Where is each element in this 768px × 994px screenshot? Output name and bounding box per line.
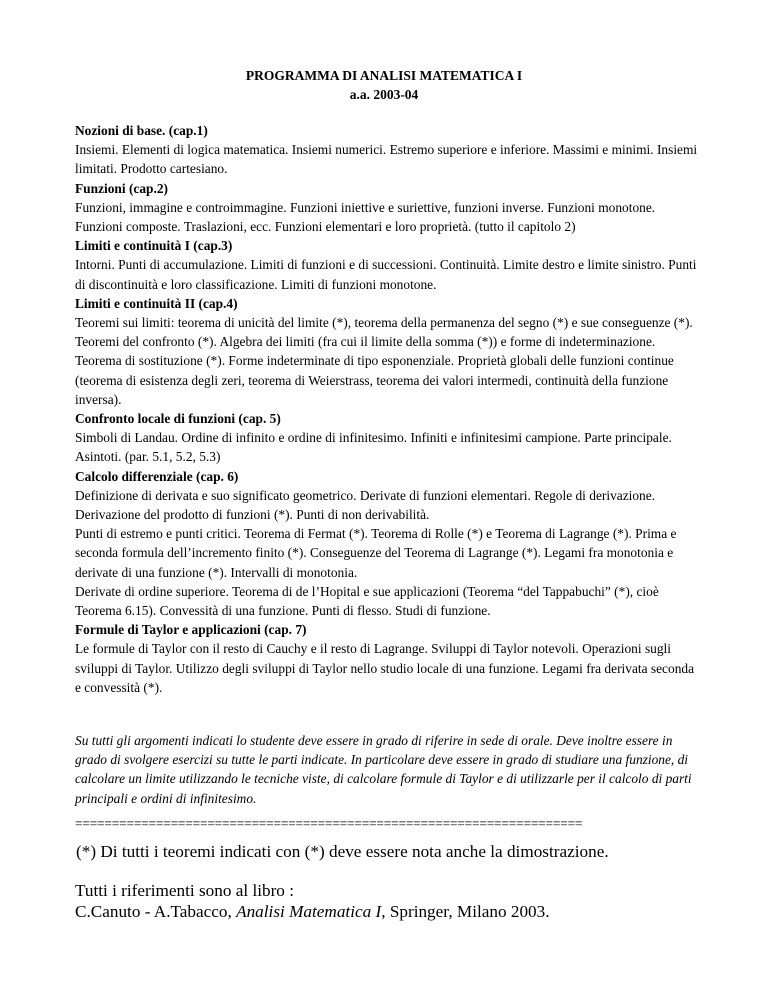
academic-year: a.a. 2003-04 bbox=[349, 87, 419, 102]
section-text: Derivate di ordine superiore. Teorema di de l’Hopital e sue applicazioni (Teorema “del Tappabuchi” (*), cioè Teorema 6.15). Convessità di una funzione. Punti di flesso. Studi di funzione. bbox=[75, 583, 659, 619]
section-text: Le formule di Taylor con il resto di Cauchy e il resto di Lagrange. Sviluppi di Taylor notevoli. Operazioni sugli sviluppi di Taylor. Utilizzo degli sviluppi di Taylor nello studio locale di una funzione. Legami fra derivata seconda e convessità (*). bbox=[75, 641, 695, 695]
separator-rule: ===================================================================== bbox=[75, 816, 583, 831]
references bbox=[75, 880, 715, 922]
book-reference bbox=[75, 901, 715, 922]
section-text: Funzioni, immagine e controimmagine. Funzioni iniettive e suriettive, funzioni inverse. Funzioni monotone. Funzioni composte. Traslazioni, ecc. Funzioni elementari e loro proprietà. (tutto il capitolo 2) bbox=[75, 199, 656, 235]
proof-note: (*) Di tutti i teoremi indicati con (*) deve essere nota anche la dimostrazione. bbox=[76, 842, 609, 861]
section-heading: Funzioni (cap.2) bbox=[75, 180, 168, 196]
section-text: Simboli di Landau. Ordine di infinito e ordine di infinitesimo. Infiniti e infinitesimi campione. Parte principale. Asintoti. (par. 5.1, 5.2, 5.3) bbox=[75, 430, 672, 465]
section-heading: Limiti e continuità I (cap.3) bbox=[75, 238, 233, 254]
section-text: Intorni. Punti di accumulazione. Limiti di funzioni e di successioni. Continuità. Limite destro e limite sinistro. Punti di discontinuità e loro classificazione. Limiti di funzioni monotone. bbox=[75, 257, 697, 292]
section-heading: Formule di Taylor e applicazioni (cap. 7) bbox=[75, 622, 307, 638]
document-title: PROGRAMMA DI ANALISI MATEMATICA I bbox=[245, 68, 523, 83]
syllabus-body bbox=[75, 121, 700, 697]
book-publisher: , Springer, Milano 2003. bbox=[381, 902, 550, 921]
book-authors: C.Canuto - A.Tabacco, bbox=[75, 902, 237, 921]
section-text: Punti di estremo e punti critici. Teorema di Fermat (*). Teorema di Rolle (*) e Teorema di Lagrange (*). Prima e seconda formula dell’incremento finito (*). Conseguenze del Teorema di Lagrange (*). Legami fra monotonia e derivate di una funzione (*). Intervalli di monotonia. bbox=[75, 526, 677, 580]
section-text: Insiemi. Elementi di logica matematica. Insiemi numerici. Estremo superiore e inferiore. Massimi e minimi. Insiemi limitati. Prodotto cartesiano. bbox=[75, 142, 698, 177]
book-title: Analisi Matematica I bbox=[236, 902, 382, 921]
references-intro: Tutti i riferimenti sono al libro : bbox=[75, 881, 294, 900]
section-heading: Calcolo differenziale (cap. 6) bbox=[75, 468, 239, 484]
section-text: Teoremi sui limiti: teorema di unicità del limite (*), teorema della permanenza del segno (*) e sue conseguenze (*). Teoremi del confronto (*). Algebra dei limiti (fra cui il limite della somma (*)) e forme di indeterminazione. Teorema di sostituzione (*). Forme indeterminate di tipo esponenziale. Proprietà globali delle funzioni continue (teorema di esistenza degli zeri, teorema di Weierstrass, teorema dei valori intermedi, continuità della funzione inversa). bbox=[75, 315, 693, 407]
section-heading: Limiti e continuità II (cap.4) bbox=[75, 295, 238, 311]
section-heading: Confronto locale di funzioni (cap. 5) bbox=[75, 411, 281, 427]
exam-note: Su tutti gli argomenti indicati lo studente deve essere in grado di riferire in sede di orale. Deve inoltre essere in grado di svolgere esercizi su tutte le parti indicate. In particolare deve essere in grado di studiare una funzione, di calcolare un limite utilizzando le tecniche viste, di calcolare formule di Taylor e di utilizzarle per il calcolo di parti principali e ordini di infinitesimo. bbox=[75, 733, 692, 806]
section-heading: Nozioni di base. (cap.1) bbox=[75, 123, 208, 138]
section-text: Definizione di derivata e suo significato geometrico. Derivate di funzioni elementari. Regole di derivazione. Derivazione del prodotto di funzioni (*). Punti di non derivabilità. bbox=[75, 487, 656, 523]
